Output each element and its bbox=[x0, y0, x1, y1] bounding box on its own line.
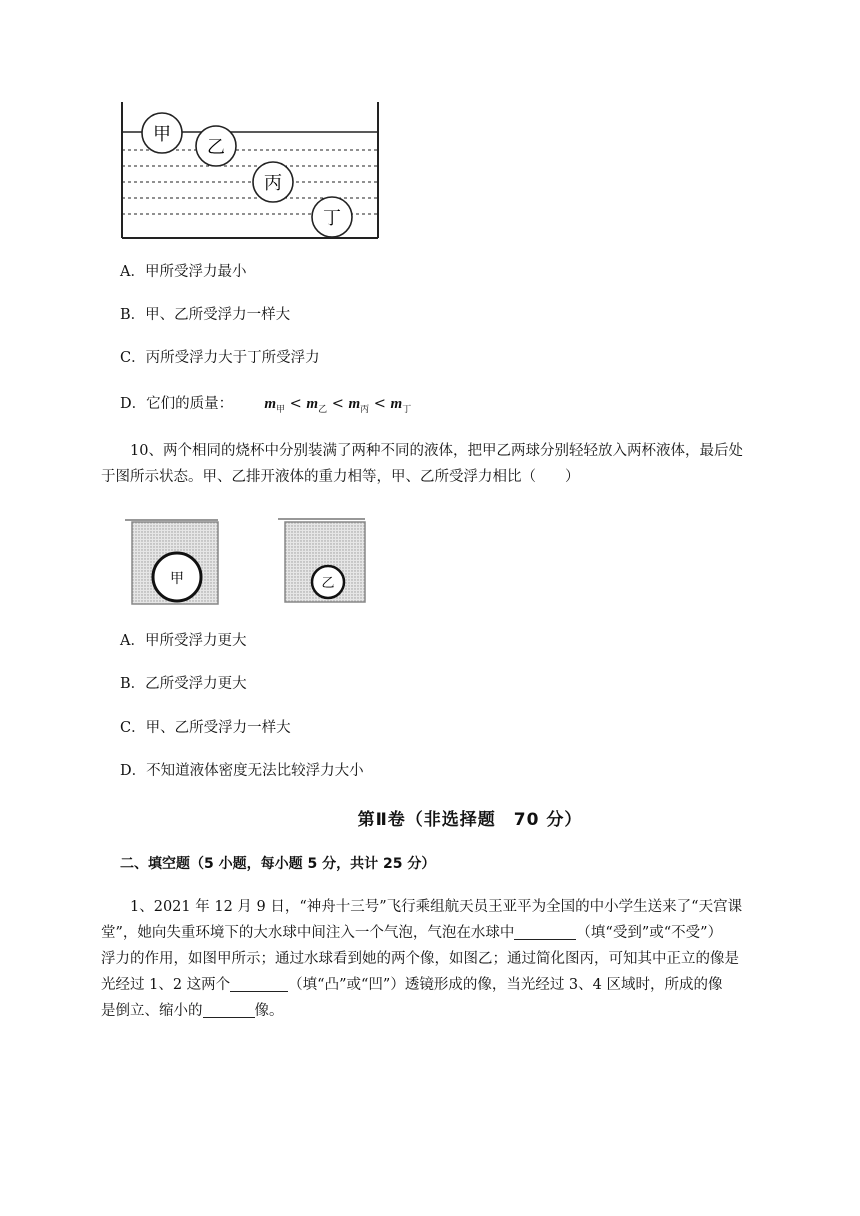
q10-option-a: A．甲所受浮力更大 bbox=[120, 633, 247, 649]
ball-ding bbox=[312, 197, 352, 237]
q9-option-a: A．甲所受浮力最小 bbox=[120, 264, 247, 280]
fill-q1-line4: 光经过 1、2 这两个 （填“凸”或“凹”）透镜形成的像，当光经过 3、4 区域时，所成的像 bbox=[101, 977, 723, 993]
q9-option-d-label: D．它们的质量： bbox=[120, 396, 234, 412]
ball-bing bbox=[253, 162, 293, 202]
ball-jia bbox=[142, 113, 182, 153]
beaker-right bbox=[278, 519, 365, 602]
fill-q1-line3: 浮力的作用，如图甲所示；通过水球看到她的两个像，如图乙；通过简化图丙，可知其中正立的像是 bbox=[101, 951, 739, 967]
fill-q1-line1: 1、2021 年 12 月 9 日，“神舟十三号”飞行乘组航天员王亚平为全国的中小学生送来了“天宫课 bbox=[130, 899, 743, 915]
answer-blank-3[interactable] bbox=[203, 1001, 255, 1018]
section-2-title: 第Ⅱ卷（非选择题 70 分） bbox=[357, 810, 583, 830]
answer-blank-2[interactable] bbox=[230, 975, 288, 992]
q9-option-c: C．丙所受浮力大于丁所受浮力 bbox=[120, 350, 320, 366]
fill-q1-line2: 堂”，她向失重环境下的大水球中间注入一个气泡，气泡在水球中 （填“受到”或“不受”） bbox=[101, 925, 723, 941]
svg-text:乙: 乙 bbox=[321, 576, 335, 591]
answer-blank-1[interactable] bbox=[514, 923, 576, 940]
q10-stem-line2: 于图所示状态。甲、乙排开液体的重力相等，甲、乙所受浮力相比（ ） bbox=[101, 469, 580, 485]
svg-text:丙: 丙 bbox=[264, 173, 282, 194]
q10-stem-line1: 10、两个相同的烧杯中分别装满了两种不同的液体，把甲乙两球分别轻轻放入两杯液体，最后处 bbox=[130, 443, 743, 459]
svg-text:丁: 丁 bbox=[323, 208, 341, 229]
q9-option-b: B．甲、乙所受浮力一样大 bbox=[120, 307, 291, 323]
svg-text:甲: 甲 bbox=[170, 571, 184, 587]
figure-q9-container bbox=[115, 100, 385, 245]
section-2-subtitle: 二、填空题（5 小题，每小题 5 分，共计 25 分） bbox=[120, 856, 436, 872]
figure-q10-beakers bbox=[120, 510, 380, 610]
q10-option-c: C．甲、乙所受浮力一样大 bbox=[120, 720, 291, 736]
fill-q1-line5: 是倒立、缩小的 像。 bbox=[101, 1003, 284, 1019]
svg-text:甲: 甲 bbox=[153, 124, 171, 145]
ball-yi bbox=[196, 126, 236, 166]
q9-option-d bbox=[120, 394, 411, 416]
beaker-left bbox=[125, 520, 218, 604]
q10-option-b: B．乙所受浮力更大 bbox=[120, 676, 247, 692]
svg-text:乙: 乙 bbox=[207, 137, 225, 158]
q10-option-d: D．不知道液体密度无法比较浮力大小 bbox=[120, 763, 364, 779]
mass-inequality: $m_甲 < m_乙 < m_丙 < m_丁$ bbox=[264, 396, 412, 415]
